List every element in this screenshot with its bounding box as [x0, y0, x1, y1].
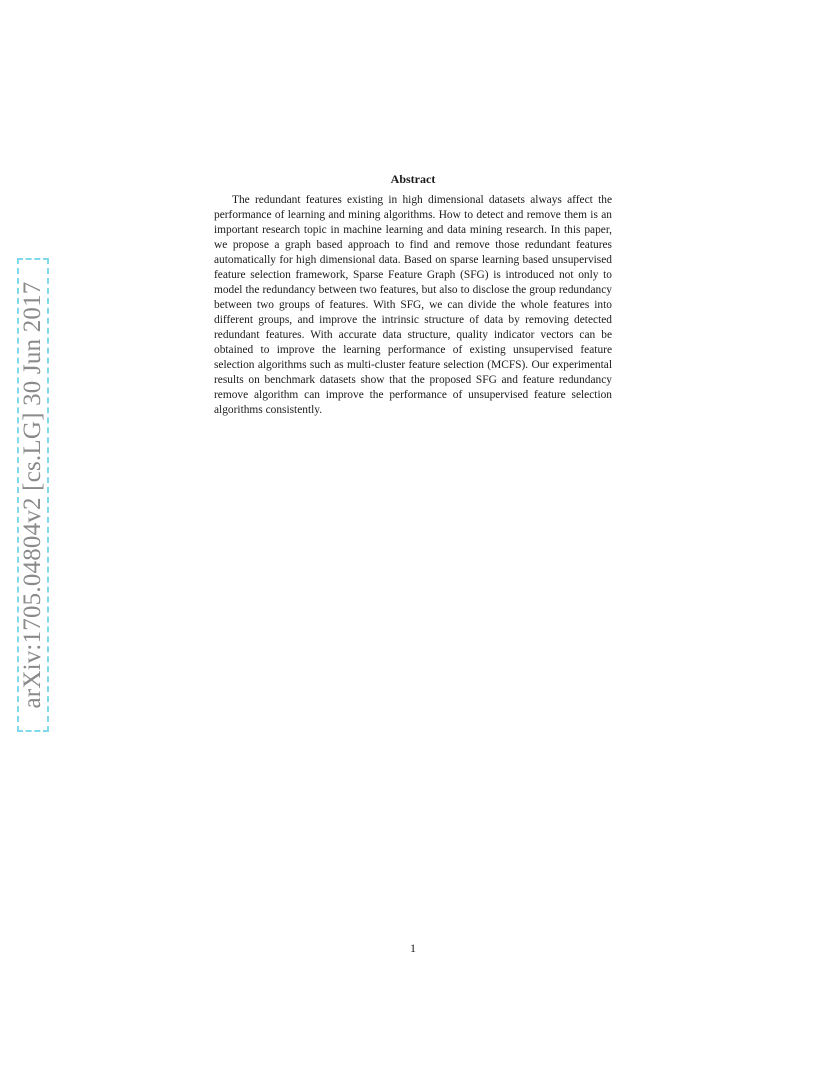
abstract-body: The redundant features existing in high dimensional datasets always affect the performance of learning and mining algorithms. How to detect and remove them is an important research topic in machine learning and data mining research. In this paper, we propose a graph based approach to find and remove those redundant features automatically for high dimensional data. Based on sparse learning based unsupervised feature selection framework, Sparse Feature Graph (SFG) is introduced not only to model the redundancy between two features, but also to disclose the group redundancy between two groups of features. With SFG, we can divide the whole features into different groups, and improve the intrinsic structure of data by removing detected redundant features. With accurate data structure, quality indicator vectors can be obtained to improve the learning performance of existing unsupervised feature selection algorithms such as multi-cluster feature selection (MCFS). Our experimental results on benchmark datasets show that the proposed SFG and feature redundancy remove algorithm can improve the performance of unsupervised feature selection algorithms consistently. [214, 194, 612, 416]
page-number: 1 [410, 941, 416, 955]
arxiv-identifier-stamp [17, 258, 49, 732]
abstract-heading: Abstract [390, 172, 436, 186]
arxiv-identifier-text: arXiv:1705.04804v2 [cs.LG] 30 Jun 2017 [19, 281, 46, 709]
